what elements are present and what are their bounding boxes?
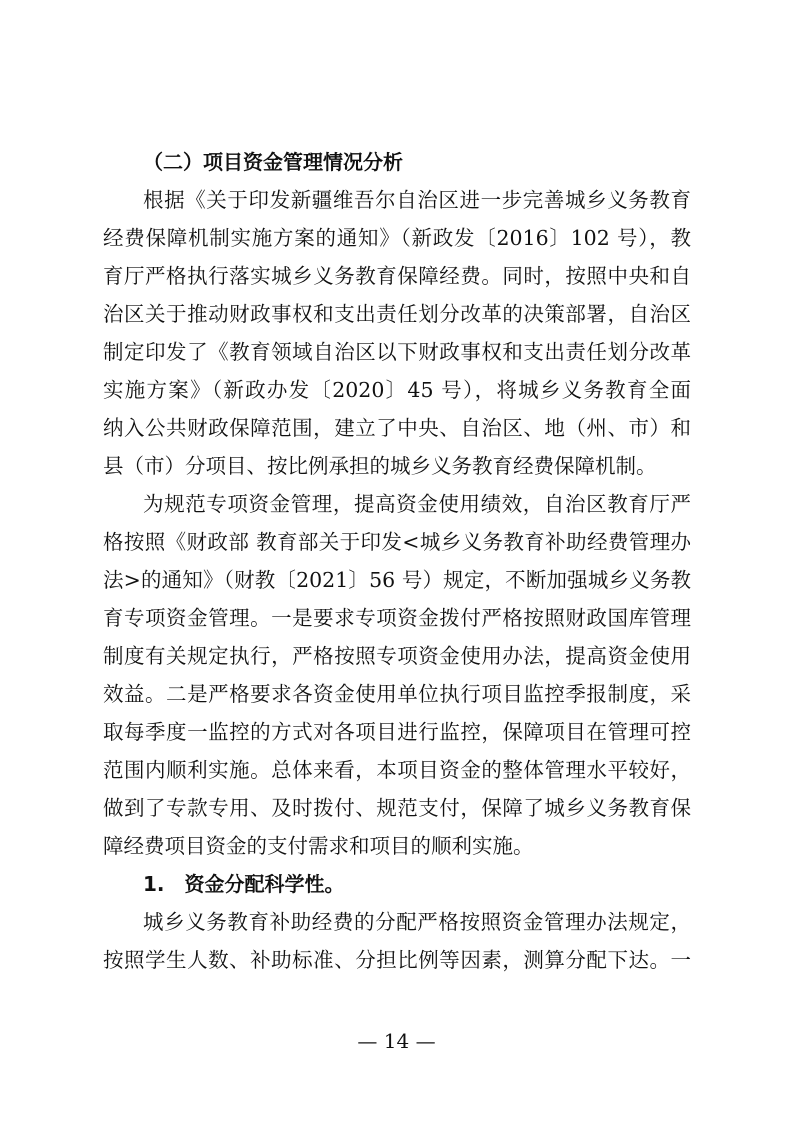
- paragraph-line: 按照学生人数、补助标准、分担比例等因素，测算分配下达。一: [103, 948, 691, 972]
- page-number: — 14 —: [357, 1029, 436, 1053]
- paragraph-line: 为规范专项资金管理，提高资金使用绩效，自治区教育厅严: [143, 492, 691, 516]
- paragraph-line: 实施方案》（新政办发〔2020〕45 号），将城乡义务教育全面: [103, 378, 691, 402]
- paragraph-line: 制定印发了《教育领域自治区以下财政事权和支出责任划分改革: [103, 340, 691, 364]
- paragraph-line: 障经费项目资金的支付需求和项目的顺利实施。: [103, 834, 534, 858]
- paragraph-3: [103, 903, 691, 979]
- paragraph-line: 育专项资金管理。一是要求专项资金拨付严格按照财政国库管理: [103, 606, 691, 630]
- section-heading: （二）项目资金管理情况分析: [143, 150, 403, 174]
- paragraph-line: 格按照《财政部 教育部关于印发<城乡义务教育补助经费管理办: [103, 530, 691, 554]
- subsection-heading: 1. 资金分配科学性。: [143, 872, 345, 896]
- paragraph-line: 取每季度一监控的方式对各项目进行监控，保障项目在管理可控: [103, 720, 691, 744]
- paragraph-line: 育厅严格执行落实城乡义务教育保障经费。同时，按照中央和自: [103, 264, 691, 288]
- page-body: [103, 143, 691, 979]
- paragraph-line: 经费保障机制实施方案的通知》（新政发〔2016〕102 号），教: [103, 226, 691, 250]
- paragraph-line: 治区关于推动财政事权和支出责任划分改革的决策部署，自治区: [103, 302, 691, 326]
- paragraph-line: 效益。二是严格要求各资金使用单位执行项目监控季报制度，采: [103, 682, 691, 706]
- paragraph-line: 纳入公共财政保障范围，建立了中央、自治区、地（州、市）和: [103, 416, 691, 440]
- paragraph-line: 范围内顺利实施。总体来看，本项目资金的整体管理水平较好，: [103, 758, 691, 782]
- paragraph-line: 制度有关规定执行，严格按照专项资金使用办法，提高资金使用: [103, 644, 691, 668]
- paragraph-line: 县（市）分项目、按比例承担的城乡义务教育经费保障机制。: [103, 454, 657, 478]
- paragraph-2: [103, 485, 691, 865]
- paragraph-line: 做到了专款专用、及时拨付、规范支付，保障了城乡义务教育保: [103, 796, 691, 820]
- paragraph-line: 城乡义务教育补助经费的分配严格按照资金管理办法规定，: [143, 910, 691, 934]
- paragraph-line: 法>的通知》（财教〔2021〕56 号）规定，不断加强城乡义务教: [103, 568, 691, 592]
- paragraph-1: [103, 181, 691, 485]
- paragraph-line: 根据《关于印发新疆维吾尔自治区进一步完善城乡义务教育: [143, 188, 691, 212]
